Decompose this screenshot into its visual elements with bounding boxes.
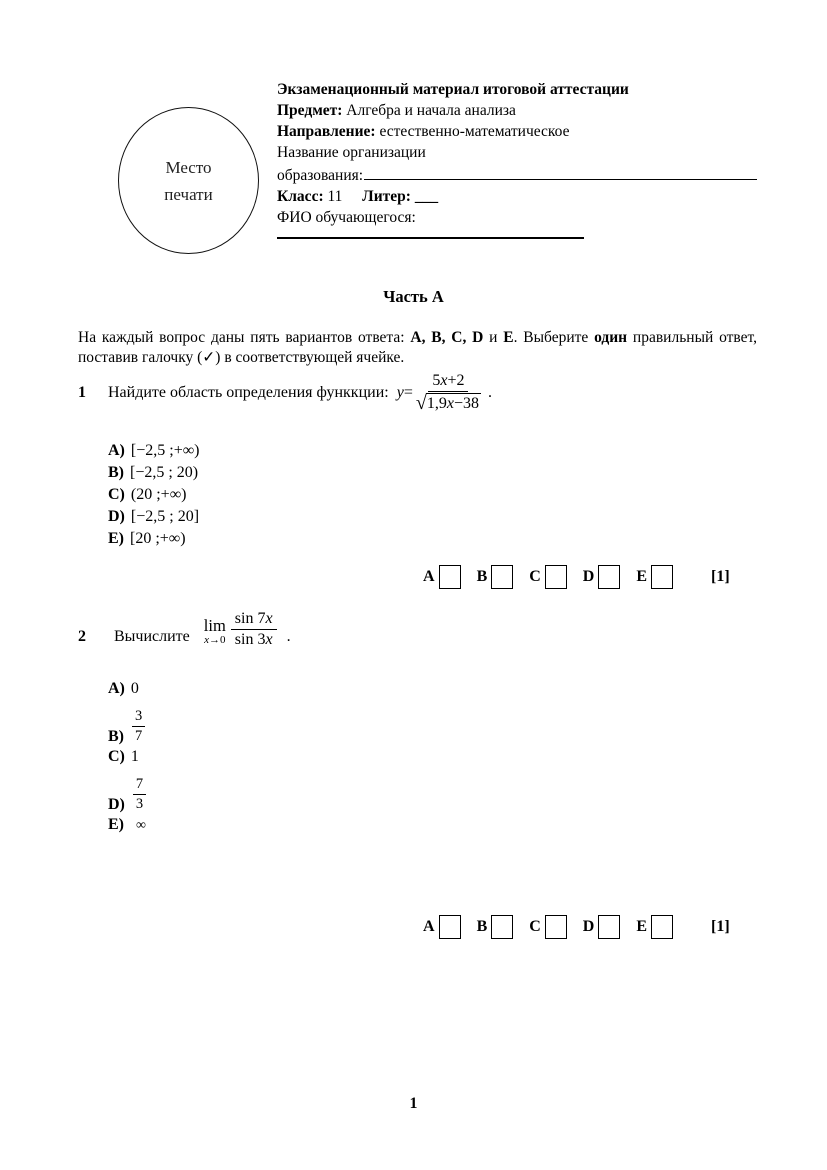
formula-denominator — [416, 392, 481, 413]
organization-label-line1: Название организации — [277, 144, 426, 161]
answer-letter-c: С — [529, 918, 541, 935]
instruction-one-bold: один — [594, 329, 628, 346]
fio-blank-field[interactable] — [277, 237, 584, 239]
infinity-symbol: ∞ — [136, 818, 146, 833]
answer-checkbox-e[interactable] — [651, 915, 673, 939]
answer-letter-a: А — [423, 918, 435, 935]
option-d: D) 7 3 — [108, 768, 146, 814]
answer-letter-d: D — [582, 918, 595, 935]
answer-checkbox-e[interactable] — [651, 565, 673, 589]
question-2-text: Вычислите — [114, 628, 190, 645]
stamp-text-line1: Место — [165, 157, 212, 177]
question-1-text: Найдите область определения функкции: — [108, 383, 389, 401]
formula-fraction — [416, 372, 481, 413]
organization-blank-field[interactable] — [364, 163, 757, 180]
direction-label: Направление: — [277, 123, 376, 140]
question-1-formula — [397, 372, 481, 413]
liter-label: Литер: — [362, 188, 411, 205]
organization-label-line2: образования: — [277, 167, 364, 184]
class-label: Класс: — [277, 188, 324, 205]
instruction-variant-e: Е — [503, 329, 514, 346]
answer-letter-e: Е — [636, 918, 648, 935]
question-1 — [78, 372, 492, 413]
page-number: 1 — [409, 1095, 418, 1112]
answer-checkbox-b[interactable] — [491, 565, 513, 589]
subject-line — [277, 100, 757, 121]
instruction-text: . Выберите — [513, 329, 595, 346]
limit-operator: lim x→0 — [203, 616, 226, 646]
limit-subscript: x→0 — [204, 634, 226, 646]
stamp-placeholder-circle — [118, 107, 259, 254]
instruction-text: правильный ответ, поставив галочку (✓) в соответствующей ячейке. — [78, 329, 757, 366]
subject-value: Алгебра и начала анализа — [346, 102, 516, 119]
option-a: A) 0 — [108, 680, 139, 697]
fio-label: ФИО обучающегося: — [277, 209, 416, 226]
answer-checkbox-c[interactable] — [545, 565, 567, 589]
points-badge: [1] — [711, 568, 730, 585]
instruction-text: и — [483, 329, 504, 346]
answer-checkbox-c[interactable] — [545, 915, 567, 939]
exam-header — [277, 79, 757, 228]
answer-checkbox-b[interactable] — [491, 915, 513, 939]
option-c: C) 1 — [108, 748, 139, 765]
section-title: Часть А — [383, 287, 444, 306]
answer-row-q1 — [423, 565, 730, 589]
fraction-denominator: sin 3 x — [234, 631, 273, 648]
instruction-paragraph — [78, 328, 757, 367]
formula-lhs: y — [396, 383, 404, 401]
points-badge: [1] — [711, 918, 730, 935]
sqrt-radicand: 1,9x−38 — [426, 395, 479, 412]
direction-line — [277, 121, 757, 142]
answer-letter-e: Е — [636, 568, 648, 585]
answer-letter-b: В — [476, 918, 488, 935]
option-a: A) [−2,5 ;+∞) — [108, 442, 200, 459]
answer-letter-a: А — [423, 568, 435, 585]
organization-line — [277, 163, 757, 186]
option-e: E) [20 ;+∞) — [108, 530, 186, 547]
answer-checkbox-d[interactable] — [598, 915, 620, 939]
answer-checkbox-a[interactable] — [439, 915, 461, 939]
stamp-text-line2: печати — [164, 184, 213, 204]
formula-numerator: 5x+2 — [428, 372, 468, 392]
answer-letter-d: D — [582, 568, 595, 585]
exam-title: Экзаменационный материал итоговой аттестации — [277, 81, 629, 98]
option-d: D) [−2,5 ; 20] — [108, 508, 200, 525]
question-1-number: 1 — [78, 383, 86, 401]
class-value: 11 — [327, 188, 343, 205]
fraction-numerator: sin 7x — [231, 610, 277, 630]
answer-letter-c: С — [529, 568, 541, 585]
question-1-options — [108, 440, 199, 550]
option-b: B) [−2,5 ; 20) — [108, 464, 199, 481]
question-2 — [78, 610, 291, 649]
answer-checkbox-d[interactable] — [598, 565, 620, 589]
option-c: C) (20 ;+∞) — [108, 486, 187, 503]
question-2-fraction — [231, 610, 277, 649]
formula-period: . — [286, 628, 291, 645]
liter-blank-field[interactable]: ___ — [414, 188, 439, 205]
sqrt-icon: √ — [415, 392, 427, 414]
instruction-text: На каждый вопрос даны пять вариантов ответа: — [78, 329, 411, 346]
option-d-fraction: 7 3 — [133, 776, 146, 813]
option-b-fraction: 3 7 — [132, 708, 145, 745]
option-b: B) 3 7 — [108, 700, 146, 746]
formula-equals: = — [403, 383, 413, 401]
option-e: E) ∞ — [108, 814, 146, 836]
answer-checkbox-a[interactable] — [439, 565, 461, 589]
subject-label: Предмет: — [277, 102, 343, 119]
answer-row-q2 — [423, 915, 730, 939]
class-liter-line — [277, 186, 757, 207]
answer-letter-b: В — [476, 568, 488, 585]
direction-value: естественно-математическое — [379, 123, 570, 140]
question-2-options — [108, 678, 146, 836]
question-2-number: 2 — [78, 628, 86, 645]
instruction-variants: А, В, С, D — [410, 329, 484, 346]
formula-period: . — [487, 383, 492, 401]
